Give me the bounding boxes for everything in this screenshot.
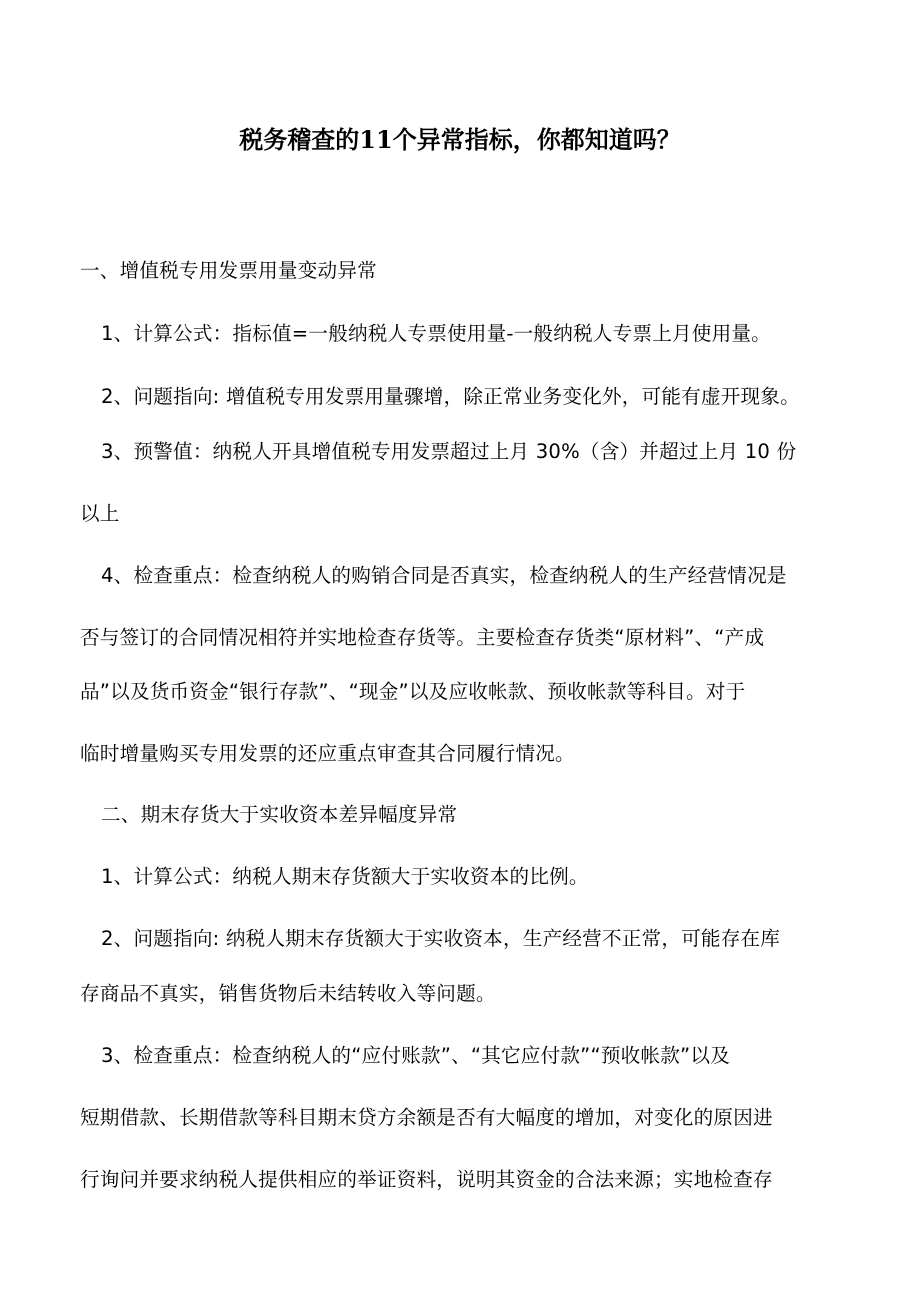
paragraph-line: 品”以及货币资金“银行存款”、“现金”以及应收帐款、预收帐款等科目。对于 xyxy=(80,680,746,703)
paragraph-line: 1、计算公式：纳税人期末存货额大于实收资本的比例。 xyxy=(101,865,589,888)
section-heading: 二、期末存货大于实收资本差异幅度异常 xyxy=(101,803,458,826)
paragraph-line: 短期借款、长期借款等科目期末贷方余额是否有大幅度的增加，对变化的原因进 xyxy=(80,1106,773,1129)
paragraph-line: 3、检查重点：检查纳税人的“应付账款”、“其它应付款”“预收帐款”以及 xyxy=(101,1044,730,1067)
paragraph-line: 否与签订的合同情况相符并实地检查存货等。主要检查存货类“原材料”、“产成 xyxy=(80,626,765,649)
paragraph-line: 存商品不真实，销售货物后未结转收入等问题。 xyxy=(80,982,496,1005)
paragraph-line: 4、检查重点：检查纳税人的购销合同是否真实，检查纳税人的生产经营情况是 xyxy=(101,564,787,587)
paragraph-line: 2、问题指向: 增值税专用发票用量骤增，除正常业务变化外，可能有虚开现象。 xyxy=(101,385,800,408)
paragraph-line: 行询问并要求纳税人提供相应的举证资料，说明其资金的合法来源；实地检查存 xyxy=(80,1168,773,1191)
page-title: 税务稽查的11个异常指标，你都知道吗？ xyxy=(239,125,681,154)
paragraph-line: 3、预警值：纳税人开具增值税专用发票超过上月 30%（含）并超过上月 10 份 xyxy=(101,440,797,463)
paragraph-line: 2、问题指向: 纳税人期末存货额大于实收资本，生产经营不正常，可能存在库 xyxy=(101,927,781,950)
paragraph-line: 临时增量购买专用发票的还应重点审查其合同履行情况。 xyxy=(80,742,575,765)
section-heading: 一、增值税专用发票用量变动异常 xyxy=(80,259,377,282)
paragraph-line: 以上 xyxy=(80,502,120,525)
paragraph-line: 1、计算公式：指标值=一般纳税人专票使用量-一般纳税人专票上月使用量。 xyxy=(101,322,771,345)
